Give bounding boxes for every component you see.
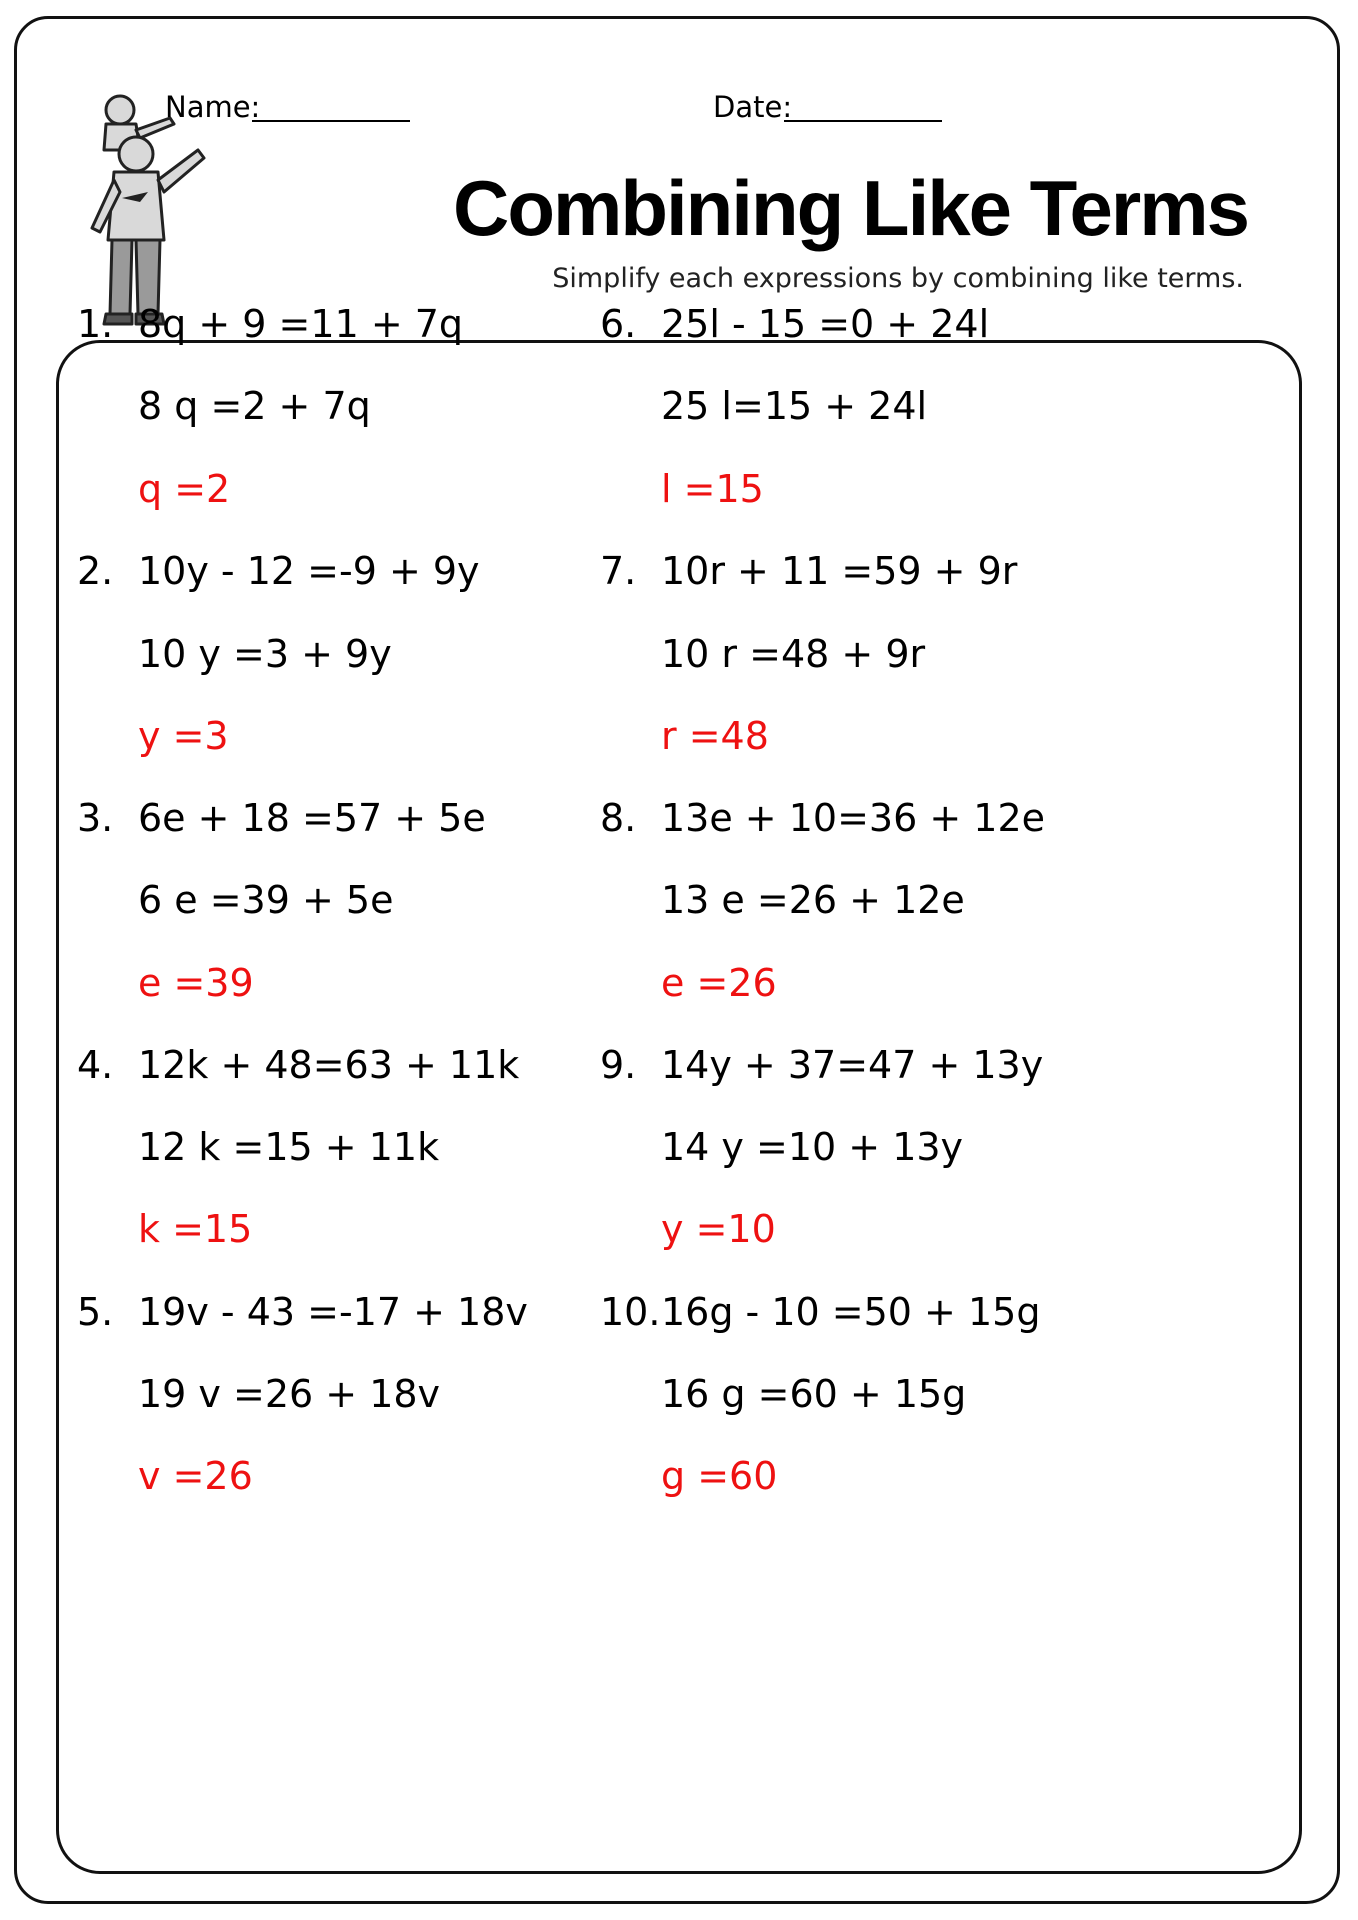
date-label: Date:: [713, 90, 793, 124]
date-field-line[interactable]: [784, 120, 942, 122]
problem-answer: l =15: [661, 467, 764, 511]
name-field-line[interactable]: [252, 120, 410, 122]
problem-step: 25 l=15 + 24l: [661, 384, 928, 428]
problem-step: 13 e =26 + 12e: [661, 878, 965, 922]
problem-equation: 12k + 48=63 + 11k: [138, 1043, 520, 1087]
worksheet-instructions: Simplify each expressions by combining like terms.: [552, 263, 1244, 294]
problem-number: 7.: [600, 549, 637, 593]
problem-number: 2.: [77, 549, 114, 593]
problem-equation: 16g - 10 =50 + 15g: [661, 1290, 1041, 1334]
problem-equation: 13e + 10=36 + 12e: [661, 796, 1046, 840]
problem-number: 5.: [77, 1290, 114, 1334]
worksheet-title: Combining Like Terms: [453, 164, 1248, 252]
problem-answer: y =3: [138, 714, 229, 758]
problem-answer: g =60: [661, 1454, 778, 1498]
problem-equation: 19v - 43 =-17 + 18v: [138, 1290, 528, 1334]
problem-answer: r =48: [661, 714, 769, 758]
problem-answer: q =2: [138, 467, 231, 511]
problem-number: 8.: [600, 796, 637, 840]
problem-answer: e =26: [661, 961, 777, 1005]
problem-step: 16 g =60 + 15g: [661, 1372, 967, 1416]
problem-answer: k =15: [138, 1207, 253, 1251]
problem-step: 6 e =39 + 5e: [138, 878, 394, 922]
problem-equation: 14y + 37=47 + 13y: [661, 1043, 1044, 1087]
problem-equation: 6e + 18 =57 + 5e: [138, 796, 486, 840]
problem-number: 6.: [600, 302, 637, 346]
problem-equation: 10r + 11 =59 + 9r: [661, 549, 1018, 593]
problem-number: 3.: [77, 796, 114, 840]
problem-answer: y =10: [661, 1207, 776, 1251]
problem-answer: e =39: [138, 961, 254, 1005]
problem-number: 4.: [77, 1043, 114, 1087]
problem-equation: 10y - 12 =-9 + 9y: [138, 549, 480, 593]
problem-equation: 8q + 9 =11 + 7q: [138, 302, 464, 346]
problem-step: 14 y =10 + 13y: [661, 1125, 964, 1169]
problem-step: 8 q =2 + 7q: [138, 384, 371, 428]
name-label: Name:: [165, 90, 261, 124]
problem-step: 12 k =15 + 11k: [138, 1125, 440, 1169]
problem-number: 1.: [77, 302, 114, 346]
problem-step: 10 y =3 + 9y: [138, 632, 392, 676]
problem-number: 9.: [600, 1043, 637, 1087]
problem-equation: 25l - 15 =0 + 24l: [661, 302, 990, 346]
problem-step: 19 v =26 + 18v: [138, 1372, 441, 1416]
problem-answer: v =26: [138, 1454, 253, 1498]
problem-step: 10 r =48 + 9r: [661, 632, 926, 676]
problem-number: 10.: [600, 1290, 661, 1334]
